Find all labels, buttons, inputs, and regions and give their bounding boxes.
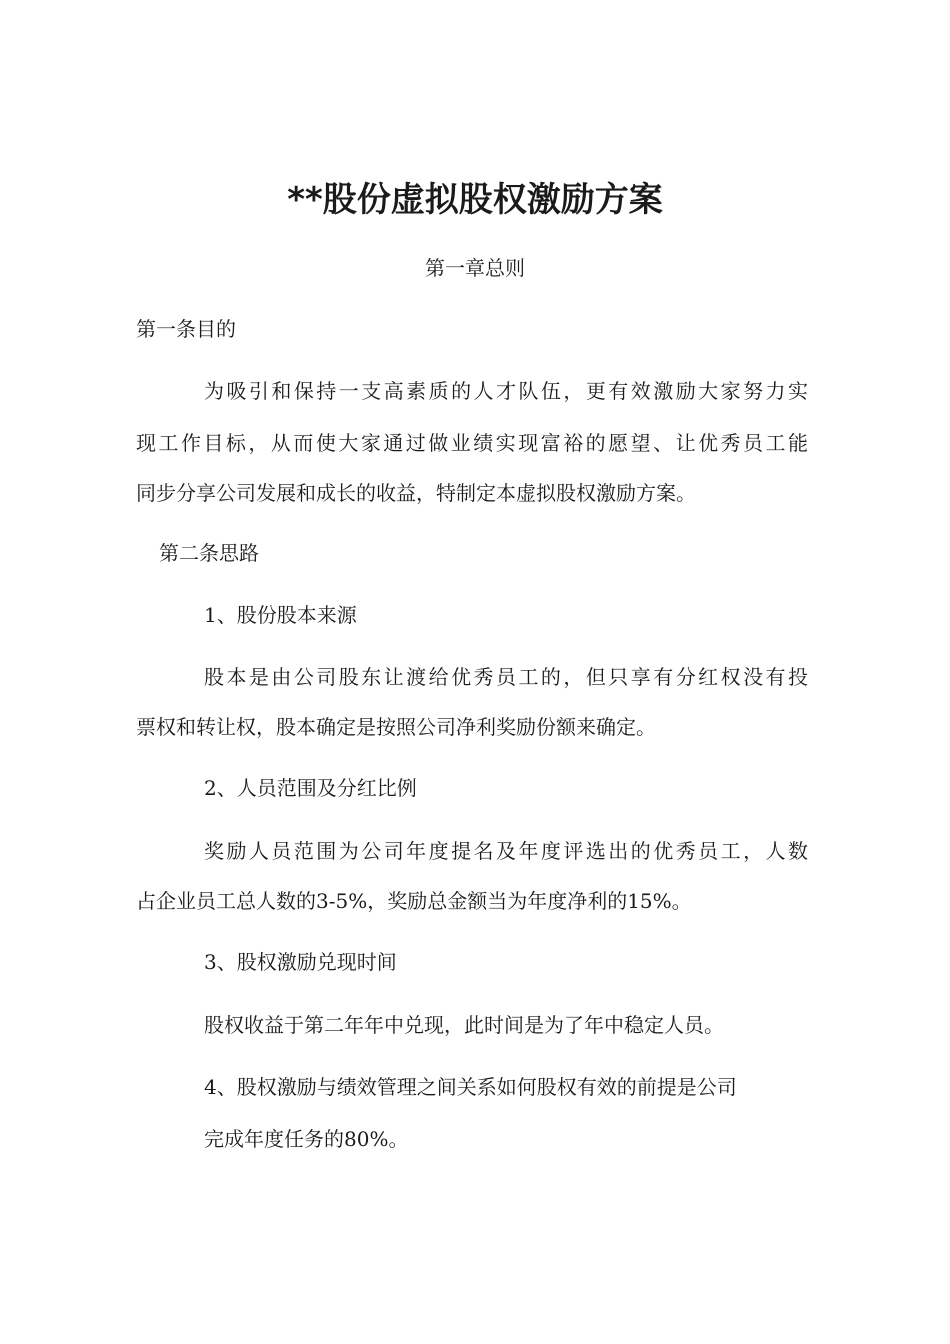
- chapter-heading: 第一章总则: [425, 256, 525, 280]
- article1-para-line-3: 同步分享公司发展和成长的收益，特制定本虚拟股权激励方案。: [136, 481, 696, 505]
- item2-para-line-2: 占企业员工总人数的3-5%，奖励总金额当为年度净利的15%。: [136, 889, 692, 913]
- item3-para-line-1: 股权收益于第二年年中兑现，此时间是为了年中稳定人员。: [204, 1013, 724, 1037]
- item4-para-line-1: 4、股权激励与绩效管理之间关系如何股权有效的前提是公司: [204, 1075, 737, 1099]
- article1-para-line-1: 为吸引和保持一支高素质的人才队伍，更有效激励大家努力实: [204, 379, 808, 403]
- item4-para-line-2: 完成年度任务的80%。: [204, 1127, 409, 1151]
- article1-para-line-2: 现工作目标，从而使大家通过做业绩实现富裕的愿望、让优秀员工能: [136, 431, 808, 455]
- item2-para-line-1: 奖励人员范围为公司年度提名及年度评选出的优秀员工，人数: [204, 839, 808, 863]
- article2-heading: 第二条思路: [159, 541, 259, 565]
- item1-para-line-2: 票权和转让权，股本确定是按照公司净利奖励份额来确定。: [136, 715, 656, 739]
- item2-heading: 2、人员范围及分红比例: [204, 776, 417, 800]
- item3-heading: 3、股权激励兑现时间: [204, 950, 397, 974]
- item1-para-line-1: 股本是由公司股东让渡给优秀员工的，但只享有分红权没有投: [204, 665, 808, 689]
- article1-heading: 第一条目的: [136, 317, 236, 341]
- document-title: **股份虚拟股权激励方案: [287, 180, 663, 220]
- item1-heading: 1、股份股本来源: [204, 603, 357, 627]
